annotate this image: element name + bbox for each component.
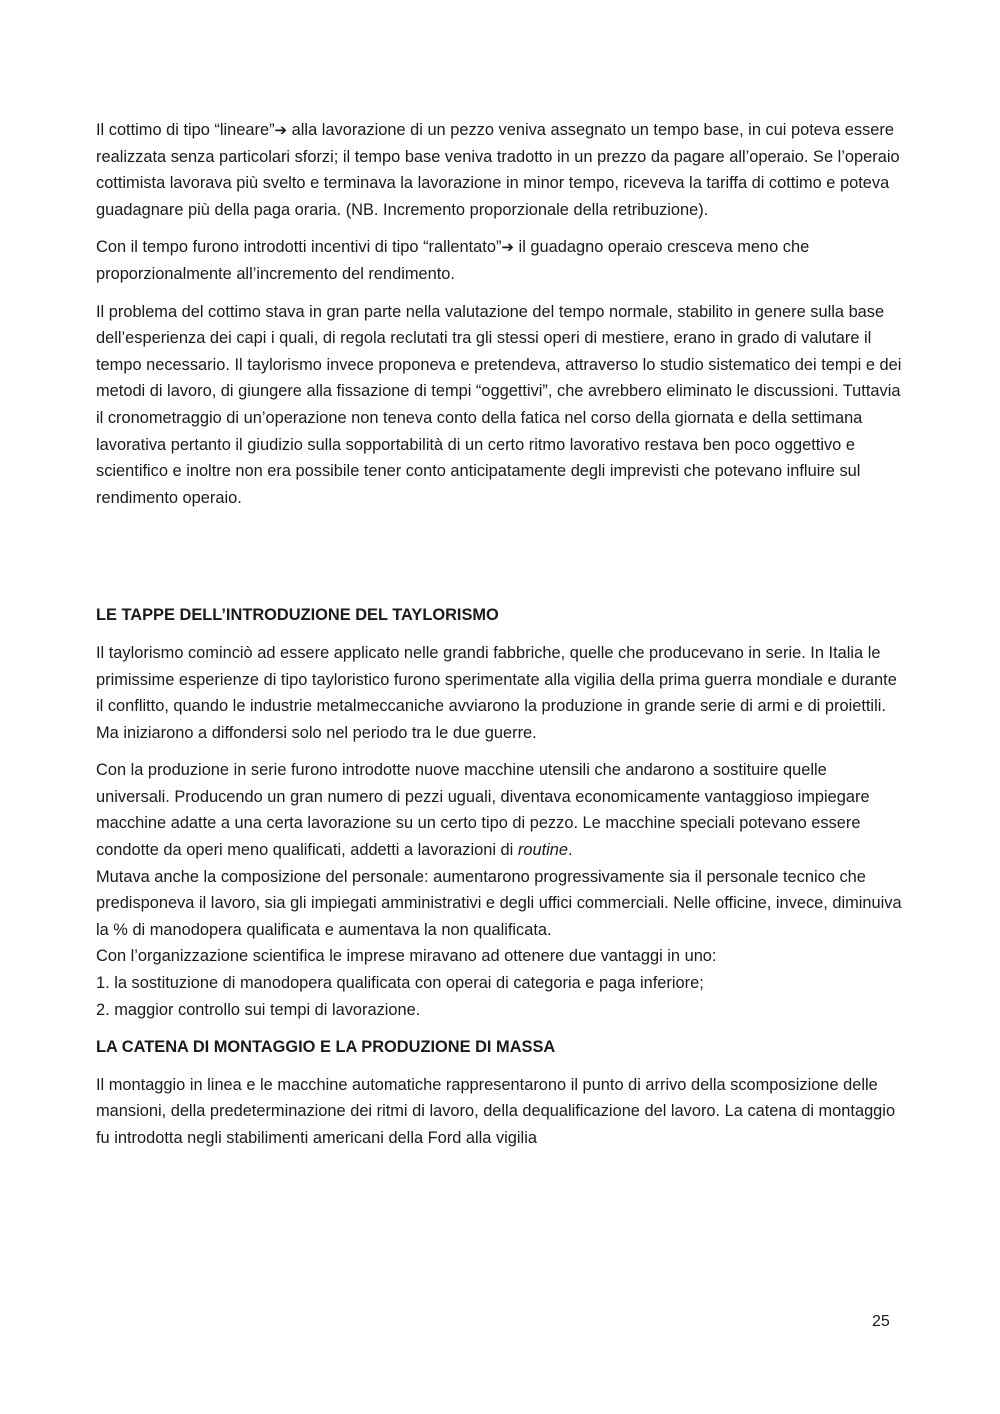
paragraph-montaggio-linea: Il montaggio in linea e le macchine automatiche rappresentarono il punto di arrivo della scomposizione delle mansioni, della predeterminazione dei ritmi di lavoro, della dequalificazione del lavoro. La catena di montaggio fu introdotta negli stabilimenti americani della Ford alla vigilia xyxy=(96,1075,896,1147)
italic-term: routine xyxy=(517,841,568,860)
arrow-right-icon: ➔ xyxy=(274,121,288,139)
paragraph-text: alla lavorazione di un pezzo veniva assegnato un tempo base, in cui poteva essere realizzata senza particolari sforzi; il tempo base veniva tradotto in un prezzo da pagare all’operaio. Se l’operaio cottimista lavorava più svelto e terminava la lavorazione in minor tempo, riceveva la tariffa di cottimo e poteva guadagnare più della paga oraria. (NB. Incremento proporzionale della retribuzione). xyxy=(96,121,900,219)
list-item: 2. maggior controllo sui tempi di lavorazione. xyxy=(96,1000,421,1019)
blank-space xyxy=(96,522,902,602)
section-heading-catena-montaggio: LA CATENA DI MONTAGGIO E LA PRODUZIONE DI MASSA xyxy=(96,1038,556,1057)
paragraph-taylorismo-fabbriche: Il taylorismo cominciò ad essere applicato nelle grandi fabbriche, quelle che producevano in serie. In Italia le primissime esperienze di tipo tayloristico furono sperimentate alla vigilia della prima guerra mondiale e durante il conflitto, quando le industrie metalmeccaniche avviarono la produzione in grande serie di armi e di proiettili. Ma iniziarono a diffondersi solo nel periodo tra le due guerre. xyxy=(96,643,897,742)
paragraph-composizione-personale: Mutava anche la composizione del personale: aumentarono progressivamente sia il personale tecnico che predisponeva il lavoro, sia gli impiegati amministrativi e degli uffici commerciali. Nelle officine, invece, diminuiva la % di manodopera qualificata e aumentava la non qualificata. xyxy=(96,867,902,939)
paragraph-text: Il cottimo di tipo “lineare” xyxy=(96,121,275,139)
page-number: 25 xyxy=(872,1313,890,1330)
paragraph-text: il guadagno operaio cresceva meno che proporzionalmente all’incremento del rendimento. xyxy=(96,238,810,283)
list-item: 1. la sostituzione di manodopera qualificata con operai di categoria e paga inferiore; xyxy=(96,974,704,993)
paragraph-text: Con la produzione in serie furono introdotte nuove macchine utensili che andarono a sostituire quelle universali. Producendo un gran numero di pezzi uguali, diventava economicamente vantaggioso impiegare macchine adatte a una certa lavorazione su un certo tipo di pezzo. Le macchine speciali potevano essere condotte da operi meno qualificati, addetti a lavorazioni di xyxy=(96,761,870,860)
section-heading-tappe: LE TAPPE DELL’INTRODUZIONE DEL TAYLORISMO xyxy=(96,606,499,625)
paragraph-text: . xyxy=(568,841,573,860)
document-body xyxy=(96,117,902,1163)
arrow-right-icon: ➔ xyxy=(501,238,514,257)
paragraph-macchine-utensili xyxy=(96,757,902,863)
paragraph-cottimo-rallentato xyxy=(96,234,902,287)
paragraph-block-produzione-serie xyxy=(96,757,902,1023)
paragraph-cottimo-lineare xyxy=(96,117,902,223)
paragraph-text: Con il tempo furono introdotti incentivi di tipo “rallentato” xyxy=(96,238,502,257)
paragraph-organizzazione-scientifica: Con l’organizzazione scientifica le imprese miravano ad ottenere due vantaggi in uno: xyxy=(96,947,717,966)
paragraph-problema-cottimo: Il problema del cottimo stava in gran parte nella valutazione del tempo normale, stabilito in genere sulla base dell’esperienza dei capi i quali, di regola reclutati tra gli stessi operi di mestiere, erano in grado di valutare il tempo necessario. Il taylorismo invece proponeva e pretendeva, attraverso lo studio sistematico dei tempi e dei metodi di lavoro, di giungere alla fissazione di tempi “oggettivi”, che avrebbero eliminato le discussioni. Tuttavia il cronometraggio di un’operazione non teneva conto della fatica nel corso della giornata e della settimana lavorativa pertanto il giudizio sulla sopportabilità di un certo ritmo lavorativo restava ben poco oggettivo e scientifico e inoltre non era possibile tener conto anticipatamente degli imprevisti che potevano influire sul rendimento operaio. xyxy=(96,302,902,507)
